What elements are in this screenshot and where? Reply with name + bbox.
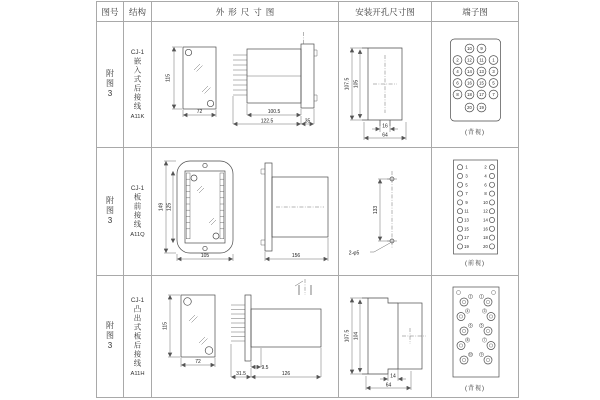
terminal-number: 4 bbox=[455, 68, 459, 74]
terminal-diagram-a11k bbox=[433, 34, 518, 126]
outline-drawing-a11q bbox=[153, 149, 338, 275]
row2-outline-cell bbox=[152, 148, 339, 276]
row2-structure-cell bbox=[124, 148, 152, 276]
side-view bbox=[231, 279, 321, 377]
dim-label: 115 bbox=[165, 73, 171, 82]
terminal-number: 10 bbox=[466, 45, 472, 51]
header-outline-label: 外形尺寸图 bbox=[215, 6, 279, 17]
terminal-number: 20 bbox=[466, 104, 472, 110]
structure-info bbox=[131, 49, 145, 120]
terminal-number: 16 bbox=[482, 225, 488, 231]
dim-label: 9.5 bbox=[261, 364, 268, 371]
terminal-number: 13 bbox=[463, 217, 469, 222]
terminal-number: 4 bbox=[466, 308, 468, 313]
row3-terminal-cell bbox=[432, 276, 519, 398]
dim-label: 105 bbox=[200, 252, 209, 259]
terminal-number: 18 bbox=[466, 91, 472, 97]
terminal-number: 19 bbox=[478, 104, 484, 110]
structure-type: 板前接线 bbox=[133, 193, 142, 229]
outline-drawing-a11h bbox=[153, 277, 338, 397]
figure-number: 附图3 bbox=[105, 69, 115, 100]
header-structure-label: 结构 bbox=[128, 6, 146, 17]
dim-label: 107.5 bbox=[344, 329, 351, 342]
terminal-number: 2 bbox=[483, 164, 487, 170]
structure-info bbox=[130, 185, 144, 238]
view-label: (背视) bbox=[465, 385, 485, 392]
terminal-number: 10 bbox=[468, 352, 472, 357]
model-code: A11Q bbox=[130, 232, 145, 238]
row2-mounting-cell bbox=[339, 148, 432, 276]
row1-structure-cell bbox=[124, 22, 152, 148]
terminal-number: 16 bbox=[466, 80, 472, 86]
terminal-number: 3 bbox=[491, 68, 495, 74]
front-view bbox=[162, 295, 215, 367]
terminal-number: 14 bbox=[466, 68, 472, 74]
dim-label: 107.5 bbox=[344, 77, 351, 90]
structure-info bbox=[130, 297, 144, 377]
dim-label: 35 bbox=[304, 117, 310, 124]
dim-label: 14 bbox=[389, 373, 396, 379]
dim-label: 72 bbox=[194, 358, 201, 365]
terminal-studs bbox=[457, 294, 495, 364]
front-view bbox=[158, 161, 232, 261]
header-terminal-label: 端子图 bbox=[462, 6, 488, 17]
spec-table bbox=[96, 1, 518, 398]
terminal-number: 6 bbox=[455, 80, 459, 86]
dim-label: 72 bbox=[196, 108, 202, 115]
terminal-number: 12 bbox=[482, 208, 488, 214]
mounting-drawing-a11k bbox=[340, 26, 431, 144]
view-label: (前视) bbox=[465, 260, 485, 267]
terminal-number: 8 bbox=[466, 337, 468, 342]
terminal-number: 2 bbox=[469, 294, 471, 299]
terminal-number: 5 bbox=[464, 181, 468, 187]
view-label: (背视) bbox=[465, 129, 485, 136]
terminal-number: 15 bbox=[478, 80, 484, 86]
dim-label: 31.5 bbox=[235, 370, 246, 377]
header-mounting bbox=[339, 2, 432, 22]
terminal-number: 1 bbox=[491, 57, 495, 63]
dim-label: 104 bbox=[352, 331, 359, 340]
terminal-number: 11 bbox=[463, 208, 469, 214]
row1-figure-cell bbox=[97, 22, 124, 148]
terminal-number: 7 bbox=[491, 91, 495, 97]
terminal-number: 3 bbox=[464, 173, 468, 178]
terminal-circles bbox=[453, 44, 498, 112]
terminal-number: 12 bbox=[466, 57, 472, 63]
mounting-drawing-a11h bbox=[340, 278, 431, 396]
row2-figure-cell bbox=[97, 148, 124, 276]
structure-type: 嵌入式后接线 bbox=[132, 57, 142, 111]
terminal-number: 17 bbox=[463, 234, 469, 240]
row2-terminal-cell bbox=[432, 148, 519, 276]
terminal-number: 8 bbox=[455, 91, 459, 97]
dim-label: 64 bbox=[381, 132, 388, 138]
row3-mounting-cell bbox=[339, 276, 432, 398]
dim-label: 133 bbox=[372, 205, 379, 214]
terminal-number: 4 bbox=[483, 173, 487, 178]
model-prefix: CJ-1 bbox=[130, 49, 145, 56]
dim-label: 100.5 bbox=[267, 108, 280, 115]
terminal-number: 1 bbox=[464, 164, 468, 170]
side-view bbox=[233, 32, 317, 124]
outline-drawing-a11k bbox=[153, 23, 338, 147]
figure-number: 附图3 bbox=[105, 196, 115, 227]
terminal-number: 7 bbox=[464, 190, 468, 196]
terminal-number: 11 bbox=[478, 57, 484, 63]
header-structure bbox=[124, 2, 152, 22]
terminal-number: 6 bbox=[483, 181, 487, 187]
terminal-number: 7 bbox=[483, 337, 485, 342]
front-view bbox=[165, 47, 216, 117]
figure-number: 附图3 bbox=[105, 321, 115, 352]
terminal-number: 9 bbox=[480, 352, 482, 357]
terminal-number: 14 bbox=[482, 217, 488, 222]
dim-label: 149 bbox=[158, 202, 165, 211]
dim-label: 115 bbox=[162, 321, 168, 330]
model-code: A11H bbox=[130, 370, 145, 377]
terminal-number: 20 bbox=[482, 243, 488, 249]
terminal-number: 6 bbox=[469, 323, 471, 328]
dim-label: 16 bbox=[381, 123, 388, 129]
structure-type: 凸出式板后接线 bbox=[132, 304, 142, 368]
terminal-diagram-a11h bbox=[433, 282, 518, 382]
dim-label: 156 bbox=[291, 252, 300, 259]
terminal-number: 9 bbox=[479, 45, 483, 51]
terminal-number: 5 bbox=[491, 80, 495, 86]
row1-terminal-cell bbox=[432, 22, 519, 148]
model-prefix: CJ-1 bbox=[130, 296, 145, 304]
mounting-drawing-a11q bbox=[340, 149, 431, 275]
terminal-number: 9 bbox=[464, 199, 468, 205]
dim-label: 122.5 bbox=[260, 117, 273, 124]
model-prefix: CJ-1 bbox=[130, 185, 145, 192]
terminal-number: 8 bbox=[483, 190, 487, 196]
dim-label: 64 bbox=[385, 382, 391, 388]
terminal-diagram-a11q bbox=[433, 157, 518, 257]
terminal-number: 19 bbox=[463, 243, 469, 249]
header-terminal bbox=[432, 2, 519, 22]
side-view bbox=[261, 163, 328, 261]
row3-figure-cell bbox=[97, 276, 124, 398]
terminal-circles bbox=[457, 164, 494, 248]
terminal-number: 2 bbox=[455, 57, 459, 63]
dim-label: 105 bbox=[352, 79, 359, 88]
terminal-number: 18 bbox=[482, 234, 488, 240]
terminal-number: 3 bbox=[483, 308, 485, 313]
terminal-number: 10 bbox=[482, 199, 488, 205]
model-code: A11K bbox=[130, 114, 145, 120]
header-outline bbox=[152, 2, 339, 22]
terminal-number: 5 bbox=[480, 323, 482, 328]
row3-structure-cell bbox=[124, 276, 152, 398]
terminal-number: 15 bbox=[463, 225, 469, 231]
header-mounting-label: 安装开孔尺寸图 bbox=[355, 6, 415, 17]
row1-outline-cell bbox=[152, 22, 339, 148]
hole-callout: 2-φ5 bbox=[348, 250, 359, 256]
header-figure-label: 图号 bbox=[101, 6, 119, 17]
dim-label: 125 bbox=[165, 202, 172, 211]
row3-outline-cell bbox=[152, 276, 339, 398]
dim-label: 126 bbox=[281, 370, 290, 377]
row1-mounting-cell bbox=[339, 22, 432, 148]
header-figure bbox=[97, 2, 124, 22]
terminal-number: 13 bbox=[478, 68, 484, 74]
terminal-number: 1 bbox=[480, 294, 482, 299]
terminal-number: 17 bbox=[478, 91, 484, 97]
